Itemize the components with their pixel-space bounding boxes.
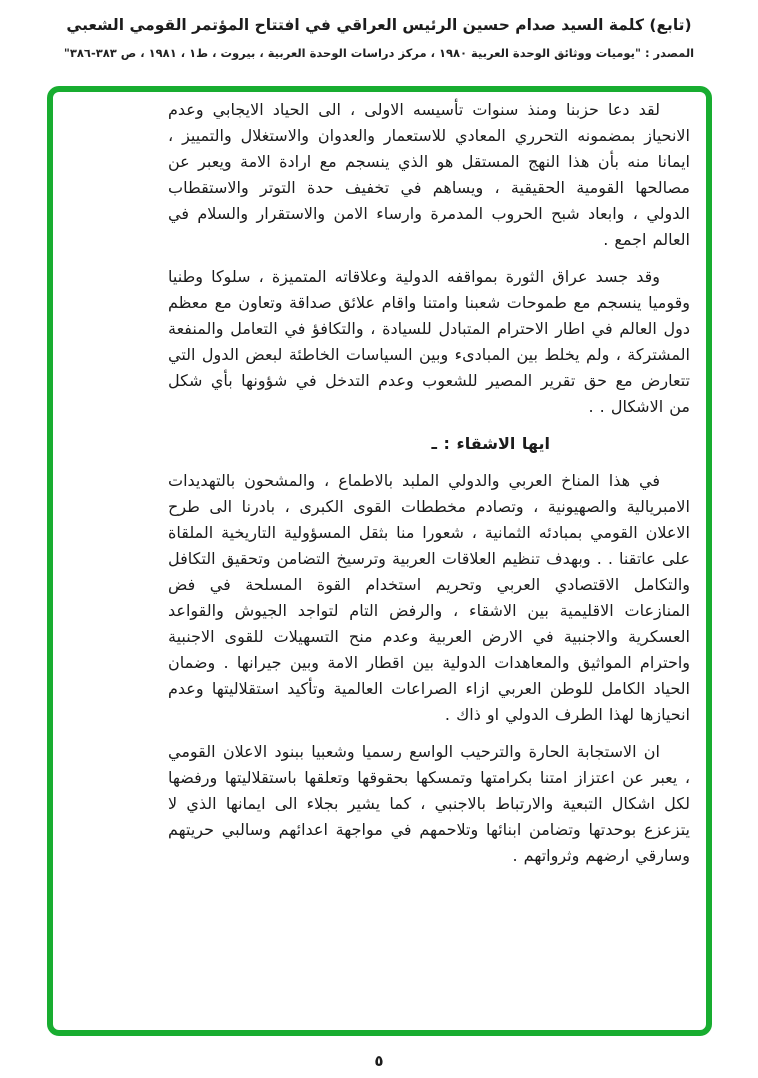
document-header	[0, 12, 758, 62]
document-title: (تابع) كلمة السيد صدام حسين الرئيس العراقي في افتتاح المؤتمر القومي الشعبي	[66, 16, 692, 34]
page-footer	[0, 1051, 758, 1070]
paragraph: لقد دعا حزبنا ومنذ سنوات تأسيسه الاولى ، الى الحياد الايجابي وعدم الانحياز بمضمونه التحرري المعادي للاستعمار والعدوان والاستغلال والتمييز ، ايمانا منه بأن هذا النهج المستقل هو الذي ينسجم مع ارادة الامة ويعبر عن مصالحها القومية الحقيقية ، ويساهم في تخفيف حدة التوتر والاستقطاب الدولي ، وابعاد شبح الحروب المدمرة وارساء الامن والاستقرار والسلام في العالم اجمع .	[168, 100, 690, 249]
page-number: ٥	[374, 1052, 384, 1070]
salutation-line: ايها الاشقاء : ـ	[431, 434, 550, 453]
paragraph: ان الاستجابة الحارة والترحيب الواسع رسميا وشعبيا ببنود الاعلان القومي ، يعبر عن اعتزاز امتنا بكرامتها وتمسكها بحقوقها وتعلقها باستقلاليتها ورفضها لكل اشكال التبعية والارتباط بالاجنبي ، كما يشير بجلاء الى ايمانها الذي لا يتزعزع بوحدتها وتضامن ابنائها وتلاحمهم في مواجهة اعدائهم وسالبي حريتهم وسارقي ارضهم وثرواتهم .	[168, 742, 690, 865]
source-citation-line: المصدر : "يوميات ووثائق الوحدة العربية ١٩٨٠ ، مركز دراسات الوحدة العربية ، بيروت ، ط١ ، ١٩٨١ ، ص ٣٨٣-٣٨٦"	[63, 46, 695, 60]
paragraph: وقد جسد عراق الثورة بمواقفه الدولية وعلاقاته المتميزة ، سلوكا وطنيا وقوميا ينسجم مع طموحات شعبنا وامتنا واقام علائق صداقة وتعاون مع معظم دول العالم في اطار الاحترام المتبادل للسيادة ، والتكافؤ في التعامل والمنفعة المشتركة ، ولم يخلط بين المبادىء وبين السياسات الخاطئة لبعض الدول التي تتعارض مع حق تقرير المصير للشعوب وعدم التدخل في شؤونها بأي شكل من الاشكال . .	[168, 267, 690, 416]
paragraph: في هذا المناخ العربي والدولي الملبد بالاطماع ، والمشحون بالتهديدات الامبريالية والصهيونية ، وتصادم مخططات القوى الكبرى ، بادرنا الى طرح الاعلان القومي بمبادئه الثمانية ، شعورا منا بثقل المسؤولية التاريخية الملقاة على عاتقنا . . وبهدف تنظيم العلاقات العربية وترسيخ التضامن وتحقيق التكافل والتكامل الاقتصادي العربي وتحريم استخدام القوة المسلحة في فض المنازعات الاقليمية بين الاشقاء ، والرفض التام لتواجد الجيوش والقواعد العسكرية والاجنبية في الارض العربية وعدم منح التسهيلات للقوى الاجنبية واحترام المواثيق والمعاهدات الدولية بين اقطار الامة وبين جيرانها . وضمان الحياد الكامل للوطن العربي ازاء الصراعات العالمية وتأكيد استقلاليتها وعدم انحيازها لهذا الطرف الدولي او ذاك .	[168, 471, 690, 724]
body-text-column	[168, 97, 690, 880]
